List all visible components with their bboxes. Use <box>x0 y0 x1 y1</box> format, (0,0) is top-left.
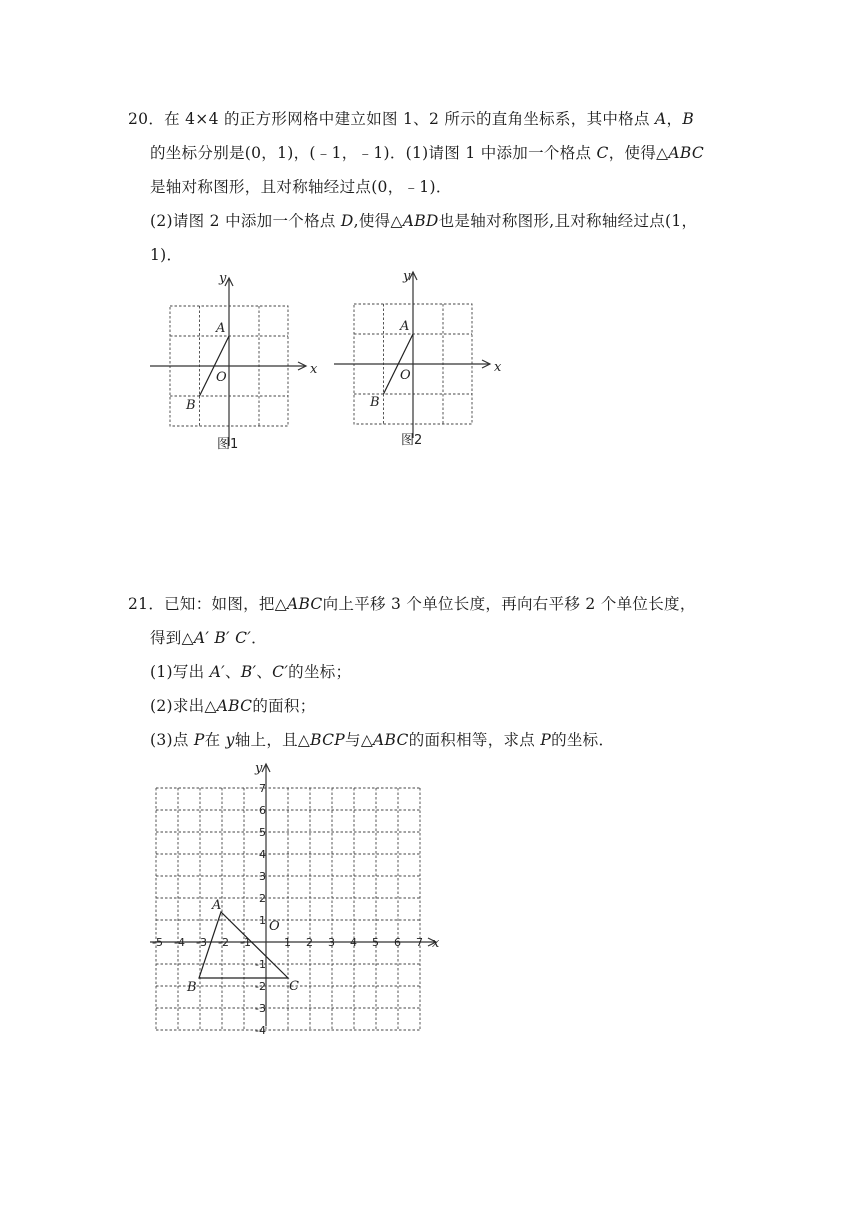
y-tick-labels <box>255 782 266 1037</box>
x-tick-label: -5 <box>152 936 163 949</box>
figure-1 <box>140 266 340 456</box>
point-c-label: C <box>289 979 299 994</box>
figure-1-caption: 图1 <box>217 437 239 452</box>
figure-q21 <box>140 758 460 1037</box>
q20-line-3: 是轴对称图形，且对称轴经过点(0，﹣1)． <box>150 178 452 196</box>
origin-label: O <box>269 919 280 934</box>
q20-line-4: (2)请图 2 中添加一个格点 D,使得△ABD也是轴对称图形,且对称轴经过点(1， <box>150 212 698 230</box>
figure-2-caption: 图2 <box>401 433 423 448</box>
y-tick-label: 3 <box>259 870 266 883</box>
figure-2-svg <box>324 266 524 456</box>
q20-line-1: 20．在 4×4 的正方形网格中建立如图 1、2 所示的直角坐标系，其中格点 A，B <box>128 110 695 128</box>
y-tick-label: 1 <box>259 914 266 927</box>
q21-line-2: 得到△A′ B′ C′． <box>150 629 267 647</box>
point-a-label: A <box>400 319 410 334</box>
x-tick-label: -2 <box>218 936 229 949</box>
figure-q21-svg <box>140 758 460 1037</box>
q21-part-3: (3)点 P在 y轴上，且△BCP与△ABC的面积相等，求点 P的坐标． <box>150 731 615 749</box>
point-a-label: A <box>212 898 222 913</box>
point-b-label: B <box>370 395 380 410</box>
x-label: x <box>310 362 318 377</box>
y-label: y <box>403 269 411 284</box>
y-tick-label: -3 <box>255 1002 266 1015</box>
y-label: y <box>255 761 263 776</box>
point-b-label: B <box>187 980 197 995</box>
y-tick-label: 2 <box>259 892 266 905</box>
y-tick-label: 6 <box>259 804 266 817</box>
origin-label: O <box>216 370 227 385</box>
origin-label: O <box>400 368 411 383</box>
x-tick-label: 5 <box>372 936 379 949</box>
x-tick-label: -1 <box>240 936 251 949</box>
x-tick-label: 4 <box>350 936 357 949</box>
y-tick-label: -1 <box>255 958 266 971</box>
q21-part-1: (1)写出 A′、B′、C′的坐标； <box>150 663 352 681</box>
figure-2 <box>324 266 524 456</box>
x-tick-label: 1 <box>284 936 291 949</box>
y-label: y <box>219 271 227 286</box>
x-tick-label: 3 <box>328 936 335 949</box>
y-tick-label: 5 <box>259 826 266 839</box>
y-tick-label: -4 <box>255 1024 266 1037</box>
q20-line-2: 的坐标分别是(0，1)，(﹣1，﹣1)．(1)请图 1 中添加一个格点 C，使得△ABC <box>150 144 704 162</box>
point-a-label: A <box>216 321 226 336</box>
x-tick-label: 7 <box>416 936 423 949</box>
figure-1-svg <box>140 266 340 456</box>
x-label: x <box>432 936 440 951</box>
x-tick-label: 6 <box>394 936 401 949</box>
x-tick-label: 2 <box>306 936 313 949</box>
q20-line-5: 1)． <box>150 246 183 264</box>
x-tick-label: -4 <box>174 936 185 949</box>
point-b-label: B <box>186 398 196 413</box>
y-tick-label: -2 <box>255 980 266 993</box>
q21-line-1: 21．已知：如图，把△ABC向上平移 3 个单位长度，再向右平移 2 个单位长度， <box>128 595 696 613</box>
q21-part-2: (2)求出△ABC的面积； <box>150 697 316 715</box>
x-label: x <box>494 360 502 375</box>
y-tick-label: 4 <box>259 848 266 861</box>
x-tick-label: -3 <box>196 936 207 949</box>
y-tick-label: 7 <box>259 782 266 795</box>
